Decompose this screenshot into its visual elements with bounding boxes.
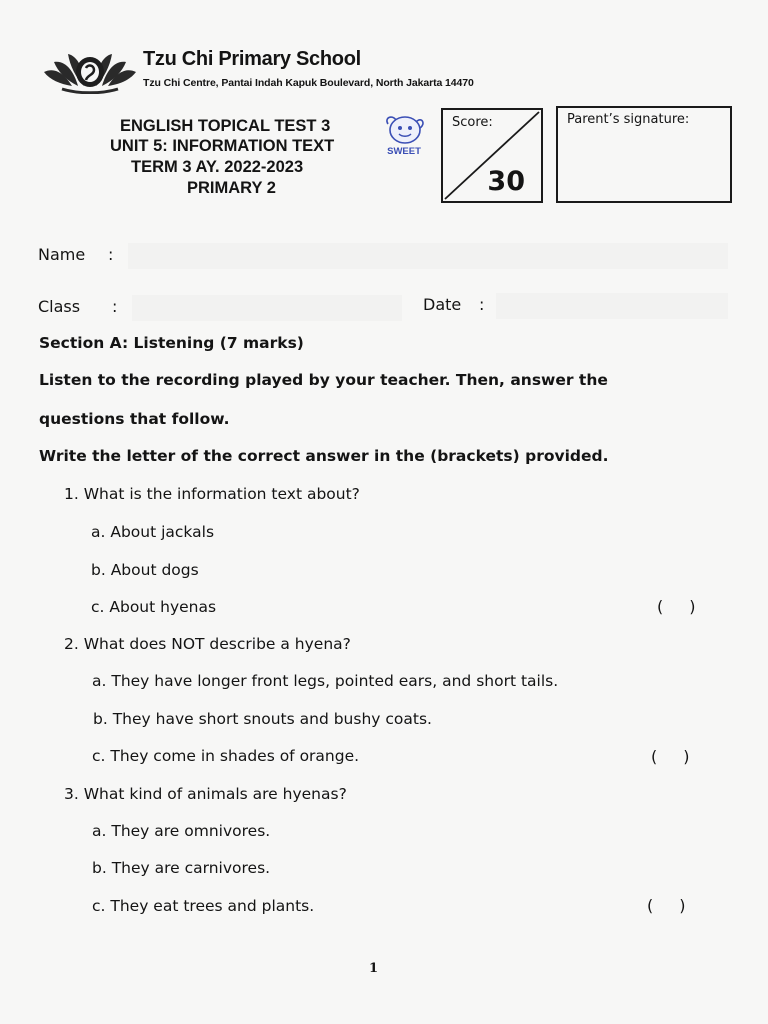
score-label: Score: <box>452 115 493 130</box>
answer-option: c. About hyenas <box>91 598 217 616</box>
answer-option: c. They come in shades of orange. <box>92 747 360 765</box>
class-label: Class <box>38 297 81 316</box>
test-title-line: TERM 3 AY. 2022-2023 <box>131 158 304 176</box>
date-field[interactable] <box>496 293 728 319</box>
school-lotus-logo-icon <box>42 46 138 94</box>
answer-bracket[interactable]: ( ) <box>657 597 696 616</box>
parent-signature-label: Parent’s signature: <box>567 112 690 127</box>
name-label: Name <box>38 245 86 264</box>
question-text: 3. What kind of animals are hyenas? <box>64 785 347 803</box>
test-title-line: UNIT 5: INFORMATION TEXT <box>110 137 335 155</box>
instruction-line: Write the letter of the correct answer in the (brackets) provided. <box>39 447 609 465</box>
test-title-line: PRIMARY 2 <box>187 179 276 197</box>
answer-option: a. They have longer front legs, pointed ears, and short tails. <box>92 672 559 690</box>
date-colon: : <box>479 295 485 314</box>
answer-bracket[interactable]: ( ) <box>651 747 690 766</box>
answer-option: a. About jackals <box>91 523 215 541</box>
answer-option: c. They eat trees and plants. <box>92 897 315 915</box>
score-box <box>441 108 543 203</box>
score-total: 30 <box>487 166 525 197</box>
answer-bracket[interactable]: ( ) <box>647 896 686 915</box>
instruction-line: Listen to the recording played by your teacher. Then, answer the <box>39 371 608 389</box>
page-number: 1 <box>369 961 379 976</box>
school-name: Tzu Chi Primary School <box>143 48 361 70</box>
question-text: 1. What is the information text about? <box>64 485 360 503</box>
answer-option: b. About dogs <box>91 561 199 579</box>
class-field[interactable] <box>132 295 402 321</box>
parent-signature-box[interactable] <box>556 106 732 203</box>
question-text: 2. What does NOT describe a hyena? <box>64 635 351 653</box>
name-colon: : <box>108 245 114 264</box>
date-label: Date <box>423 295 462 314</box>
section-heading: Section A: Listening (7 marks) <box>39 334 304 352</box>
instruction-line: questions that follow. <box>39 410 230 428</box>
sweet-logo-text: SWEET <box>387 146 421 157</box>
answer-option: a. They are omnivores. <box>92 822 271 840</box>
name-field[interactable] <box>128 243 728 269</box>
answer-option: b. They are carnivores. <box>92 859 271 877</box>
answer-option: b. They have short snouts and bushy coats. <box>93 710 432 728</box>
class-colon: : <box>112 297 118 316</box>
school-address: Tzu Chi Centre, Pantai Indah Kapuk Boulevard, North Jakarta 14470 <box>143 77 474 89</box>
sweet-mascot-logo-icon <box>382 112 426 158</box>
test-title-line: ENGLISH TOPICAL TEST 3 <box>120 117 331 135</box>
